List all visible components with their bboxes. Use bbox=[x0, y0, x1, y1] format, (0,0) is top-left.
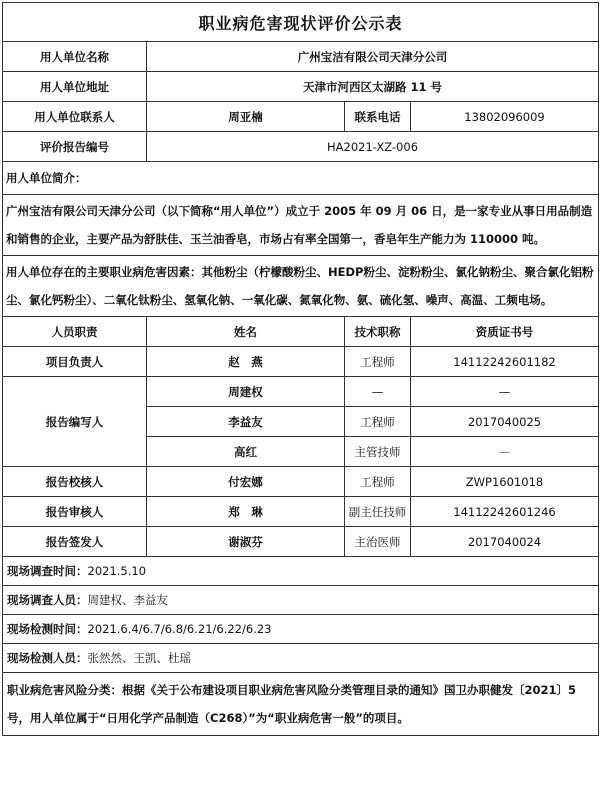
staff-name: 谢淑芬 bbox=[147, 527, 345, 557]
page-title: 职业病危害现状评价公示表 bbox=[3, 3, 599, 42]
table-row bbox=[3, 377, 599, 407]
staff-header-name: 姓名 bbox=[147, 317, 345, 347]
report-no-label: 评价报告编号 bbox=[3, 132, 147, 162]
staff-title: 主管技师 bbox=[345, 437, 411, 467]
intro-text: 广州宝洁有限公司天津分公司（以下简称“用人单位”）成立于 2005 年 09 月 06 日，是一家专业从事日用品制造和销售的企业，主要产品为舒肤佳、玉兰油香皂，市场占有率全国第一，香皂年生产能力为 110000 吨。 bbox=[3, 195, 599, 256]
report-no: HA2021-XZ-006 bbox=[147, 132, 599, 162]
staff-header-cert: 资质证书号 bbox=[411, 317, 599, 347]
staff-title: 工程师 bbox=[345, 347, 411, 377]
phone-label: 联系电话 bbox=[345, 102, 411, 132]
test-people bbox=[3, 644, 599, 673]
staff-title: — bbox=[345, 377, 411, 407]
staff-role: 报告审核人 bbox=[3, 497, 147, 527]
staff-cert: ZWP1601018 bbox=[411, 467, 599, 497]
employer-address-label: 用人单位地址 bbox=[3, 72, 147, 102]
test-time-label: 现场检测时间： bbox=[7, 622, 88, 636]
test-time-value: 2021.6.4/6.7/6.8/6.21/6.22/6.23 bbox=[87, 622, 272, 636]
disclosure-table bbox=[2, 2, 599, 736]
survey-time-value: 2021.5.10 bbox=[87, 564, 147, 578]
staff-cert: 2017040024 bbox=[411, 527, 599, 557]
staff-role: 报告编写人 bbox=[3, 377, 147, 467]
staff-cert: 14112242601182 bbox=[411, 347, 599, 377]
staff-header-role: 人员职责 bbox=[3, 317, 147, 347]
staff-title: 副主任技师 bbox=[345, 497, 411, 527]
staff-cert: — bbox=[411, 437, 599, 467]
staff-name: 高红 bbox=[147, 437, 345, 467]
staff-name: 周建权 bbox=[147, 377, 345, 407]
staff-name: 付宏娜 bbox=[147, 467, 345, 497]
survey-people-label: 现场调查人员： bbox=[7, 593, 88, 607]
survey-people bbox=[3, 586, 599, 615]
risk-classification bbox=[3, 673, 599, 736]
staff-name: 郑 琳 bbox=[147, 497, 345, 527]
staff-title: 主治医师 bbox=[345, 527, 411, 557]
contact-label: 用人单位联系人 bbox=[3, 102, 147, 132]
test-people-label: 现场检测人员： bbox=[7, 651, 88, 665]
staff-header-title: 技术职称 bbox=[345, 317, 411, 347]
contact-name: 周亚楠 bbox=[147, 102, 345, 132]
staff-role: 报告签发人 bbox=[3, 527, 147, 557]
staff-title: 工程师 bbox=[345, 467, 411, 497]
survey-people-value: 周建权、李益友 bbox=[87, 593, 168, 607]
survey-time bbox=[3, 557, 599, 586]
staff-cert: 2017040025 bbox=[411, 407, 599, 437]
staff-cert: 14112242601246 bbox=[411, 497, 599, 527]
employer-name-label: 用人单位名称 bbox=[3, 42, 147, 72]
table-row bbox=[3, 467, 599, 497]
test-time bbox=[3, 615, 599, 644]
risk-label: 职业病危害风险分类： bbox=[7, 683, 122, 697]
staff-role: 报告校核人 bbox=[3, 467, 147, 497]
table-row bbox=[3, 527, 599, 557]
intro-heading: 用人单位简介： bbox=[3, 162, 599, 195]
staff-title: 工程师 bbox=[345, 407, 411, 437]
survey-time-label: 现场调查时间： bbox=[7, 564, 88, 578]
risk-text: 根据《关于公布建设项目职业病危害风险分类管理目录的通知》国卫办职健发〔2021〕5 号，用人单位属于“日用化学产品制造（C268）”为“职业病危害一般”的项目。 bbox=[7, 683, 577, 725]
phone-number: 13802096009 bbox=[411, 102, 599, 132]
staff-cert: — bbox=[411, 377, 599, 407]
disclosure-document bbox=[2, 2, 598, 736]
employer-address: 天津市河西区太湖路 11 号 bbox=[147, 72, 599, 102]
table-row bbox=[3, 497, 599, 527]
employer-name: 广州宝洁有限公司天津分公司 bbox=[147, 42, 599, 72]
table-row bbox=[3, 347, 599, 377]
staff-name: 李益友 bbox=[147, 407, 345, 437]
test-people-value: 张然然、王凯、杜瑶 bbox=[87, 651, 191, 665]
hazard-factors: 用人单位存在的主要职业病危害因素：其他粉尘（柠檬酸粉尘、HEDP粉尘、淀粉粉尘、氯化钠粉尘、聚合氯化铝粉尘、氯化钙粉尘）、二氧化钛粉尘、氢氧化钠、一氧化碳、氮氧化物、氨、硫化氢、噪声、高温、工频电场。 bbox=[3, 256, 599, 317]
staff-role: 项目负责人 bbox=[3, 347, 147, 377]
staff-name: 赵 燕 bbox=[147, 347, 345, 377]
